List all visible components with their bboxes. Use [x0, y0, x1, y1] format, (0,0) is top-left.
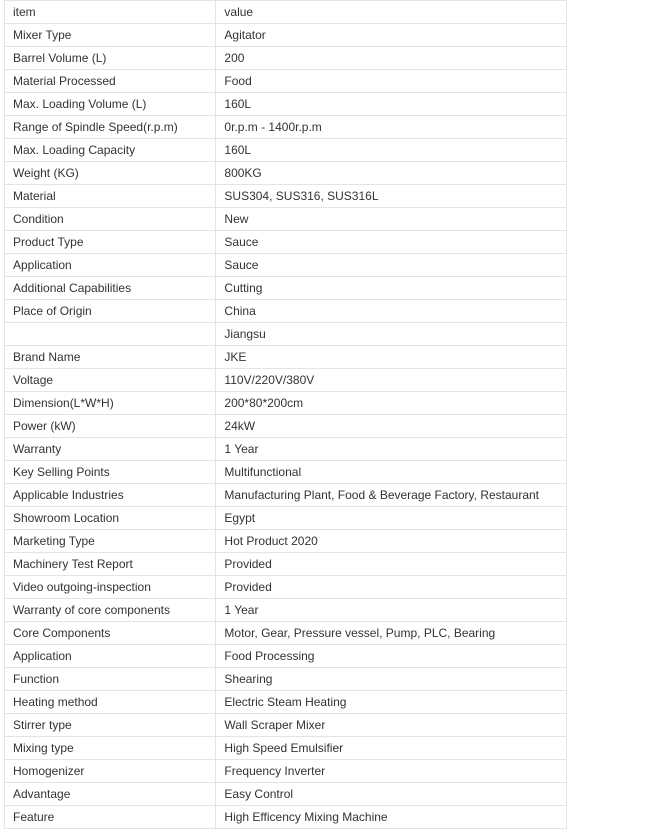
spec-value-cell: Easy Control [216, 783, 567, 806]
table-row [5, 277, 567, 300]
spec-value-cell: Sauce [216, 254, 567, 277]
spec-key-cell: Advantage [5, 783, 216, 806]
spec-value-cell: Shearing [216, 668, 567, 691]
spec-value-cell: 1 Year [216, 438, 567, 461]
spec-key-cell: Max. Loading Capacity [5, 139, 216, 162]
table-row [5, 668, 567, 691]
spec-value-cell: 110V/220V/380V [216, 369, 567, 392]
spec-value-cell: Food [216, 70, 567, 93]
table-row [5, 507, 567, 530]
spec-value-cell: High Speed Emulsifier [216, 737, 567, 760]
table-row [5, 622, 567, 645]
spec-value-cell: JKE [216, 346, 567, 369]
spec-value-cell: Cutting [216, 277, 567, 300]
spec-value-cell: Egypt [216, 507, 567, 530]
spec-value-cell: Motor, Gear, Pressure vessel, Pump, PLC, Bearing [216, 622, 567, 645]
spec-value-cell: Multifunctional [216, 461, 567, 484]
spec-key-cell: Barrel Volume (L) [5, 47, 216, 70]
header-item-cell: item [5, 1, 216, 24]
table-row [5, 139, 567, 162]
table-header-row [5, 1, 567, 24]
table-row [5, 254, 567, 277]
spec-key-cell: Video outgoing-inspection [5, 576, 216, 599]
spec-value-cell: New [216, 208, 567, 231]
spec-key-cell: Mixer Type [5, 24, 216, 47]
table-row [5, 346, 567, 369]
table-row [5, 392, 567, 415]
spec-key-cell: Application [5, 254, 216, 277]
spec-key-cell: Voltage [5, 369, 216, 392]
table-row [5, 231, 567, 254]
spec-key-cell: Warranty [5, 438, 216, 461]
table-row [5, 185, 567, 208]
table-row [5, 208, 567, 231]
spec-key-cell: Dimension(L*W*H) [5, 392, 216, 415]
spec-value-cell: 1 Year [216, 599, 567, 622]
spec-key-cell: Stirrer type [5, 714, 216, 737]
spec-value-cell: 800KG [216, 162, 567, 185]
table-row [5, 162, 567, 185]
spec-key-cell: Showroom Location [5, 507, 216, 530]
spec-key-cell: Homogenizer [5, 760, 216, 783]
header-value-cell: value [216, 1, 567, 24]
spec-key-cell: Feature [5, 806, 216, 829]
table-row [5, 576, 567, 599]
table-row [5, 47, 567, 70]
spec-value-cell: Agitator [216, 24, 567, 47]
spec-value-cell: Jiangsu [216, 323, 567, 346]
spec-key-cell: Mixing type [5, 737, 216, 760]
spec-value-cell: 160L [216, 93, 567, 116]
spec-key-cell: Heating method [5, 691, 216, 714]
product-spec-table [4, 0, 567, 829]
table-row [5, 599, 567, 622]
spec-value-cell: Food Processing [216, 645, 567, 668]
spec-value-cell: 0r.p.m - 1400r.p.m [216, 116, 567, 139]
spec-value-cell: Frequency Inverter [216, 760, 567, 783]
spec-key-cell: Weight (KG) [5, 162, 216, 185]
spec-value-cell: 200 [216, 47, 567, 70]
spec-key-cell: Warranty of core components [5, 599, 216, 622]
spec-key-cell: Marketing Type [5, 530, 216, 553]
table-row [5, 415, 567, 438]
spec-key-cell: Condition [5, 208, 216, 231]
spec-key-cell: Material [5, 185, 216, 208]
table-row [5, 116, 567, 139]
table-row [5, 461, 567, 484]
table-row [5, 70, 567, 93]
table-row [5, 760, 567, 783]
spec-value-cell: High Efficency Mixing Machine [216, 806, 567, 829]
table-row [5, 530, 567, 553]
table-row [5, 645, 567, 668]
spec-key-cell: Product Type [5, 231, 216, 254]
spec-key-cell: Range of Spindle Speed(r.p.m) [5, 116, 216, 139]
spec-key-cell [5, 323, 216, 346]
spec-value-cell: 24kW [216, 415, 567, 438]
table-row [5, 93, 567, 116]
spec-value-cell: 200*80*200cm [216, 392, 567, 415]
spec-key-cell: Function [5, 668, 216, 691]
spec-value-cell: Sauce [216, 231, 567, 254]
table-row [5, 484, 567, 507]
spec-key-cell: Brand Name [5, 346, 216, 369]
spec-value-cell: Provided [216, 553, 567, 576]
spec-value-cell: 160L [216, 139, 567, 162]
table-body [5, 24, 567, 829]
table-row [5, 24, 567, 47]
spec-key-cell: Application [5, 645, 216, 668]
spec-key-cell: Applicable Industries [5, 484, 216, 507]
spec-value-cell: SUS304, SUS316, SUS316L [216, 185, 567, 208]
table-row [5, 806, 567, 829]
spec-key-cell: Key Selling Points [5, 461, 216, 484]
spec-key-cell: Additional Capabilities [5, 277, 216, 300]
table-row [5, 553, 567, 576]
spec-key-cell: Material Processed [5, 70, 216, 93]
spec-value-cell: Provided [216, 576, 567, 599]
spec-value-cell: Manufacturing Plant, Food & Beverage Factory, Restaurant [216, 484, 567, 507]
spec-key-cell: Max. Loading Volume (L) [5, 93, 216, 116]
spec-key-cell: Power (kW) [5, 415, 216, 438]
table-row [5, 323, 567, 346]
spec-value-cell: Wall Scraper Mixer [216, 714, 567, 737]
spec-key-cell: Place of Origin [5, 300, 216, 323]
table-row [5, 783, 567, 806]
table-row [5, 438, 567, 461]
spec-key-cell: Core Components [5, 622, 216, 645]
table-row [5, 714, 567, 737]
table-row [5, 691, 567, 714]
spec-value-cell: China [216, 300, 567, 323]
table-row [5, 737, 567, 760]
spec-value-cell: Hot Product 2020 [216, 530, 567, 553]
table-row [5, 369, 567, 392]
spec-value-cell: Electric Steam Heating [216, 691, 567, 714]
spec-key-cell: Machinery Test Report [5, 553, 216, 576]
table-row [5, 300, 567, 323]
